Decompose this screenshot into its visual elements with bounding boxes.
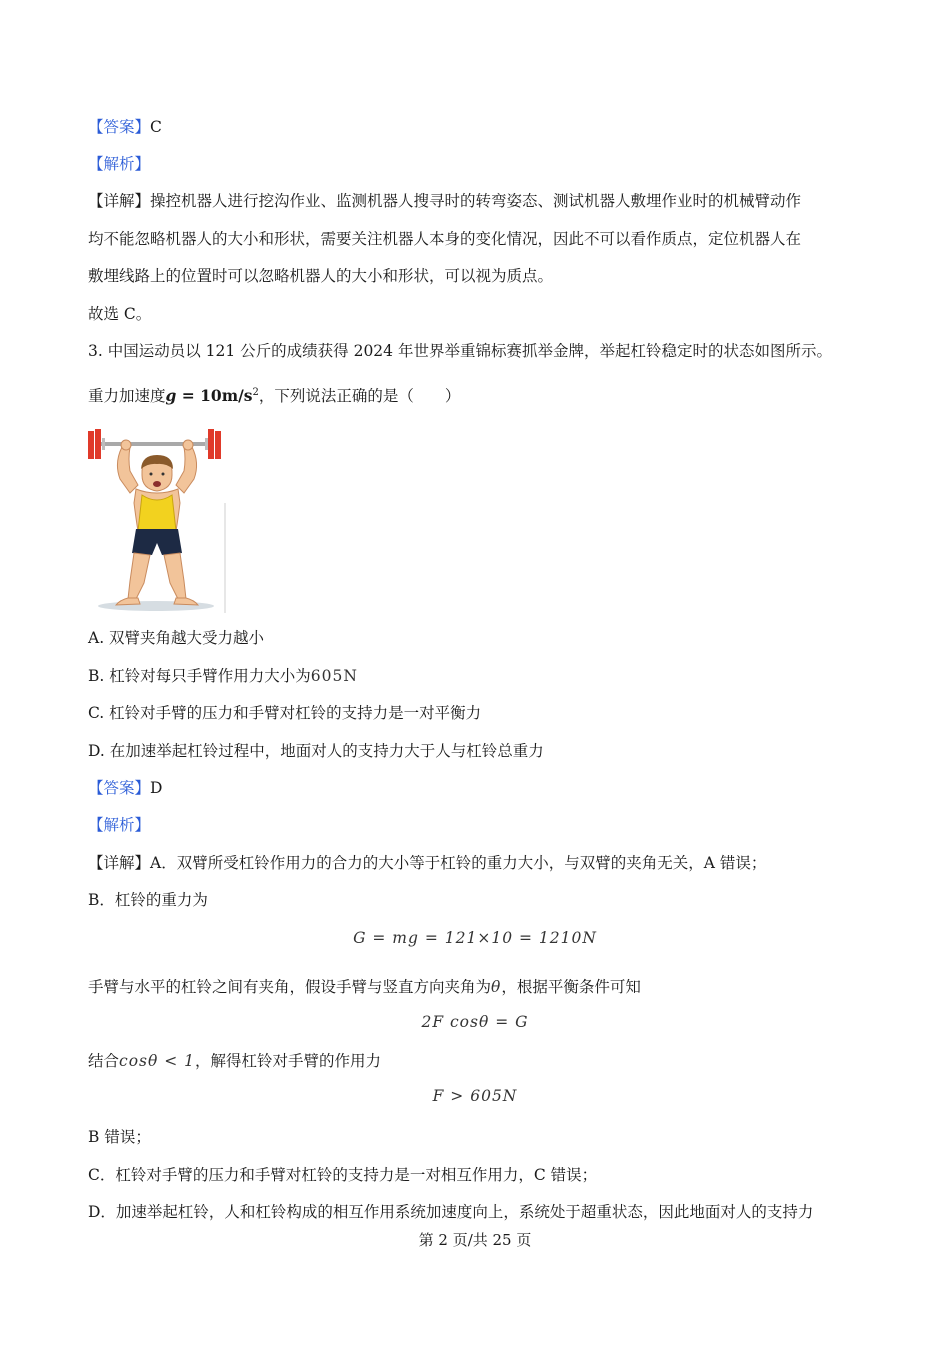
theta: θ bbox=[491, 978, 502, 996]
combine-prefix: 结合 bbox=[88, 1052, 120, 1070]
answer-tag: 【答案】 bbox=[88, 118, 151, 136]
option-a: A. 双臂夹角越大受力越小 bbox=[88, 629, 265, 647]
cos-inequality: cosθ < 1 bbox=[119, 1052, 196, 1070]
g-exp: 2 bbox=[252, 387, 259, 398]
answer-line-q3 bbox=[88, 778, 162, 798]
option-c: C. 杠铃对手臂的压力和手臂对杠铃的支持力是一对平衡力 bbox=[88, 704, 482, 722]
option-b-value: 605N bbox=[310, 667, 358, 685]
option-d: D. 在加速举起杠铃过程中，地面对人的支持力大于人与杠铃总重力 bbox=[88, 742, 544, 760]
detail-d: D．加速举起杠铃，人和杠铃构成的相互作用系统加速度向上，系统处于超重状态，因此地面对人的支持力 bbox=[88, 1203, 814, 1221]
g-var: g bbox=[165, 386, 177, 406]
angle-text bbox=[88, 977, 641, 997]
q3-stem-line-2 bbox=[88, 383, 460, 406]
analysis-tag-q3: 【解析】 bbox=[88, 816, 151, 834]
detail-a bbox=[88, 853, 766, 873]
weightlifter-figure bbox=[86, 423, 228, 615]
combine-suffix: ，解得杠铃对手臂的作用力 bbox=[195, 1052, 382, 1070]
angle-suffix: ，根据平衡条件可知 bbox=[501, 978, 641, 996]
equation-force: F > 605N bbox=[432, 1087, 518, 1105]
detail-text-1: 操控机器人进行挖沟作业、监测机器人搜寻时的转弯姿态、测试机器人敷埋作业时的机械臂动作 bbox=[150, 192, 802, 210]
detail-line-3: 敷埋线路上的位置时可以忽略机器人的大小和形状，可以视为质点。 bbox=[88, 267, 554, 285]
analysis-tag: 【解析】 bbox=[88, 155, 151, 173]
answer-tag-q3: 【答案】 bbox=[88, 779, 151, 797]
page-footer: 第 2 页/共 25 页 bbox=[418, 1231, 532, 1249]
answer-value-q3: D bbox=[150, 779, 163, 797]
stem-suffix: ，下列说法正确的是（ ） bbox=[258, 387, 461, 406]
detail-a-text: A．双臂所受杠铃作用力的合力的大小等于杠铃的重力大小，与双臂的夹角无关，A 错误； bbox=[150, 854, 767, 872]
option-b-text: B. 杠铃对每只手臂作用力大小为 bbox=[88, 667, 311, 685]
detail-tag-q3: 【详解】 bbox=[88, 854, 151, 872]
option-b bbox=[88, 666, 358, 686]
g-value: = 10m/s bbox=[176, 386, 253, 406]
floor-shadow bbox=[98, 601, 214, 611]
torso bbox=[134, 489, 180, 531]
barbell bbox=[88, 429, 221, 459]
combine-text bbox=[88, 1051, 381, 1071]
detail-tag: 【详解】 bbox=[88, 192, 151, 210]
legs bbox=[116, 553, 198, 605]
b-wrong: B 错误； bbox=[88, 1128, 151, 1146]
q3-stem-line-1: 3. 中国运动员以 121 公斤的成绩获得 2024 年世界举重锦标赛抓举金牌，举起杠铃稳定时的状态如图所示。 bbox=[88, 342, 832, 360]
detail-b-intro: B．杠铃的重力为 bbox=[88, 891, 208, 909]
angle-prefix: 手臂与水平的杠铃之间有夹角，假设手臂与竖直方向夹角为 bbox=[88, 978, 492, 996]
detail-line-2: 均不能忽略机器人的大小和形状，需要关注机器人本身的变化情况，因此不可以看作质点，定位机器人在 bbox=[88, 230, 802, 248]
stem-prefix: 重力加速度 bbox=[88, 387, 166, 406]
answer-line bbox=[88, 117, 162, 137]
equation-balance: 2F cosθ = G bbox=[421, 1013, 529, 1031]
head bbox=[141, 455, 173, 491]
answer-value: C bbox=[150, 118, 162, 136]
detail-c: C．杠铃对手臂的压力和手臂对杠铃的支持力是一对相互作用力，C 错误； bbox=[88, 1166, 598, 1184]
equation-gravity: G = mg = 121×10 = 1210N bbox=[353, 929, 597, 947]
detail-line-1 bbox=[88, 191, 801, 211]
shorts bbox=[132, 529, 182, 555]
conclusion: 故选 C。 bbox=[88, 305, 152, 323]
